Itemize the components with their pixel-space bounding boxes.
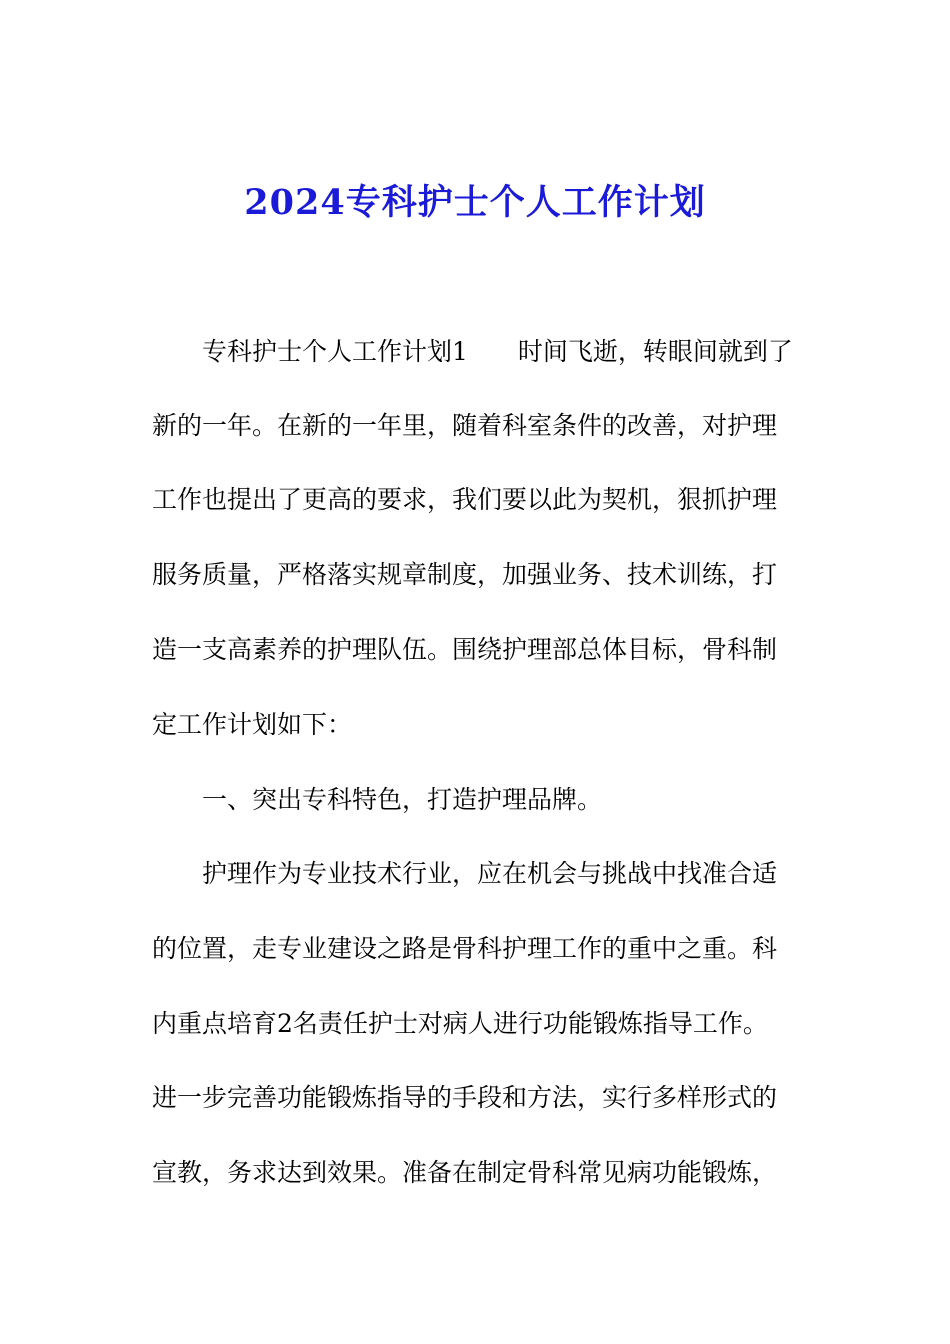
paragraph-line: 造一支高素养的护理队伍。围绕护理部总体目标，骨科制: [152, 635, 778, 664]
paragraph-line: 内重点培育2名责任护士对病人进行功能锻炼指导工作。: [152, 1009, 768, 1038]
paragraph-line: 专科护士个人工作计划1 时间飞逝，转眼间就到了: [202, 337, 793, 366]
paragraph-line: 新的一年。在新的一年里，随着科室条件的改善，对护理: [152, 411, 778, 440]
paragraph-line: 服务质量，严格落实规章制度，加强业务、技术训练，打: [152, 560, 778, 589]
paragraph-line: 进一步完善功能锻炼指导的手段和方法，实行多样形式的: [152, 1083, 778, 1112]
paragraph-line: 工作也提出了更高的要求，我们要以此为契机，狠抓护理: [152, 485, 778, 514]
paragraph-line: 宣教，务求达到效果。准备在制定骨科常见病功能锻炼，: [152, 1158, 778, 1187]
paragraph-line: 护理作为专业技术行业，应在机会与挑战中找准合适: [202, 859, 778, 888]
paragraph-line: 定工作计划如下：: [152, 710, 353, 739]
document-title: 2024专科护士个人工作计划: [244, 182, 706, 223]
section-heading: 一、突出专科特色，打造护理品牌。: [202, 785, 603, 814]
paragraph-line: 的位置，走专业建设之路是骨科护理工作的重中之重。科: [152, 934, 778, 963]
